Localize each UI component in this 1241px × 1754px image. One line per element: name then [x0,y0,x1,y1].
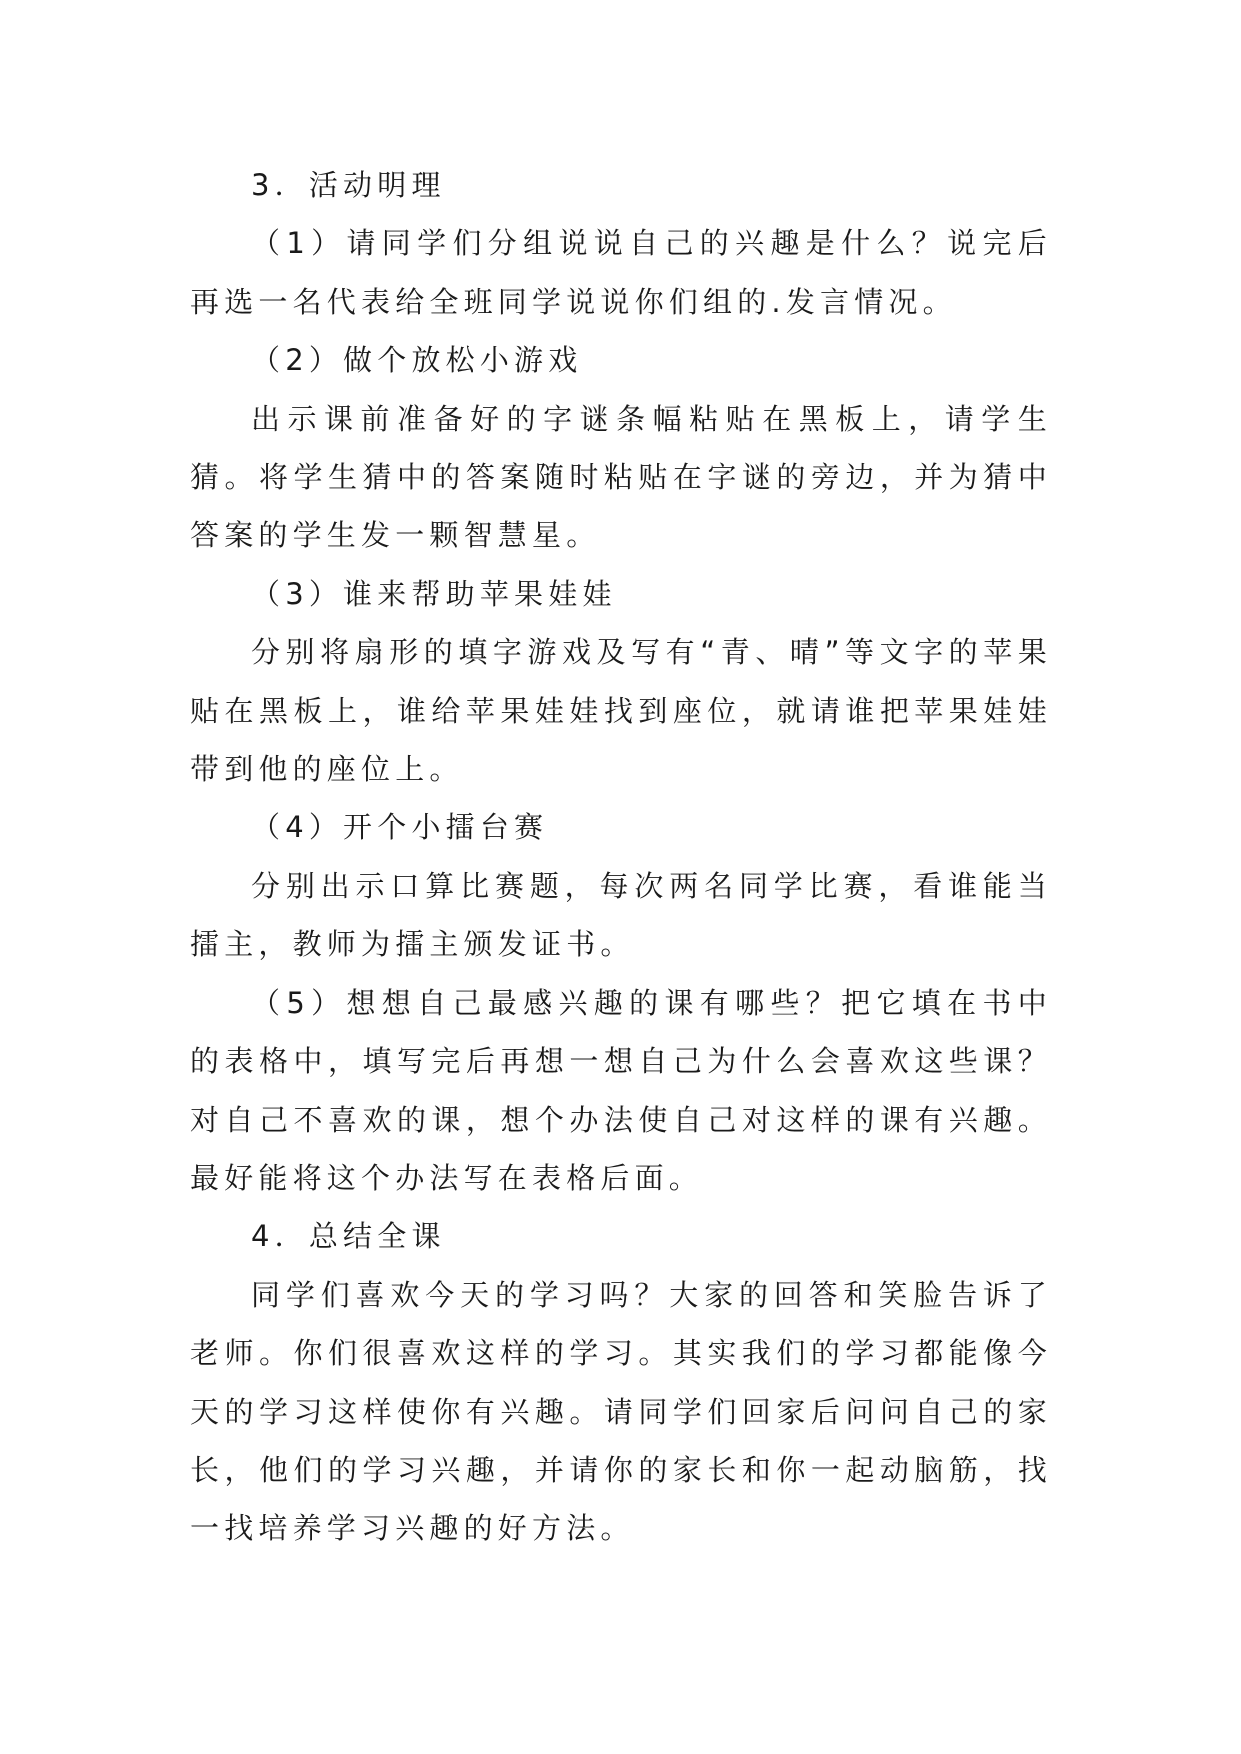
paragraph-item-4-body: 分别出示口算比赛题，每次两名同学比赛，看谁能当擂主，教师为擂主颁发证书。 [190,868,1052,962]
paragraph-item-3-heading: （3）谁来帮助苹果娃娃 [251,576,617,611]
paragraph-item-4-heading: （4）开个小擂台赛 [251,810,549,845]
section-heading-activity: 3．活动明理 [251,168,446,202]
paragraph-item-2-body: 出示课前准备好的字谜条幅粘贴在黑板上，请学生猜。将学生猜中的答案随时粘贴在字谜的旁边，并为猜中答案的学生发一颗智慧星。 [190,401,1052,553]
paragraph-summary-body: 同学们喜欢今天的学习吗？大家的回答和笑脸告诉了老师。你们很喜欢这样的学习。其实我们的学习都能像今天的学习这样使你有兴趣。请同学们回家后问问自己的家长，他们的学习兴趣，并请你的家长和你一起动脑筋，找一找培养学习兴趣的好方法。 [190,1277,1052,1546]
paragraph-item-2-heading: （2）做个放松小游戏 [251,343,583,378]
section-heading-summary: 4．总结全课 [251,1219,446,1254]
paragraph-item-3-body: 分别将扇形的填字游戏及写有“青、晴”等文字的苹果贴在黑板上，谁给苹果娃娃找到座位，就请谁把苹果娃娃带到他的座位上。 [190,635,1052,787]
document-body [190,156,1052,1558]
paragraph-item-5: （5）想想自己最感兴趣的课有哪些？把它填在书中的表格中，填写完后再想一想自己为什么会喜欢这些课？对自己不喜欢的课，想个办法使自己对这样的课有兴趣。最好能将这个办法写在表格后面。 [190,985,1052,1195]
paragraph-item-1: （1）请同学们分组说说自己的兴趣是什么？说完后再选一名代表给全班同学说说你们组的.发言情况。 [190,226,1052,319]
